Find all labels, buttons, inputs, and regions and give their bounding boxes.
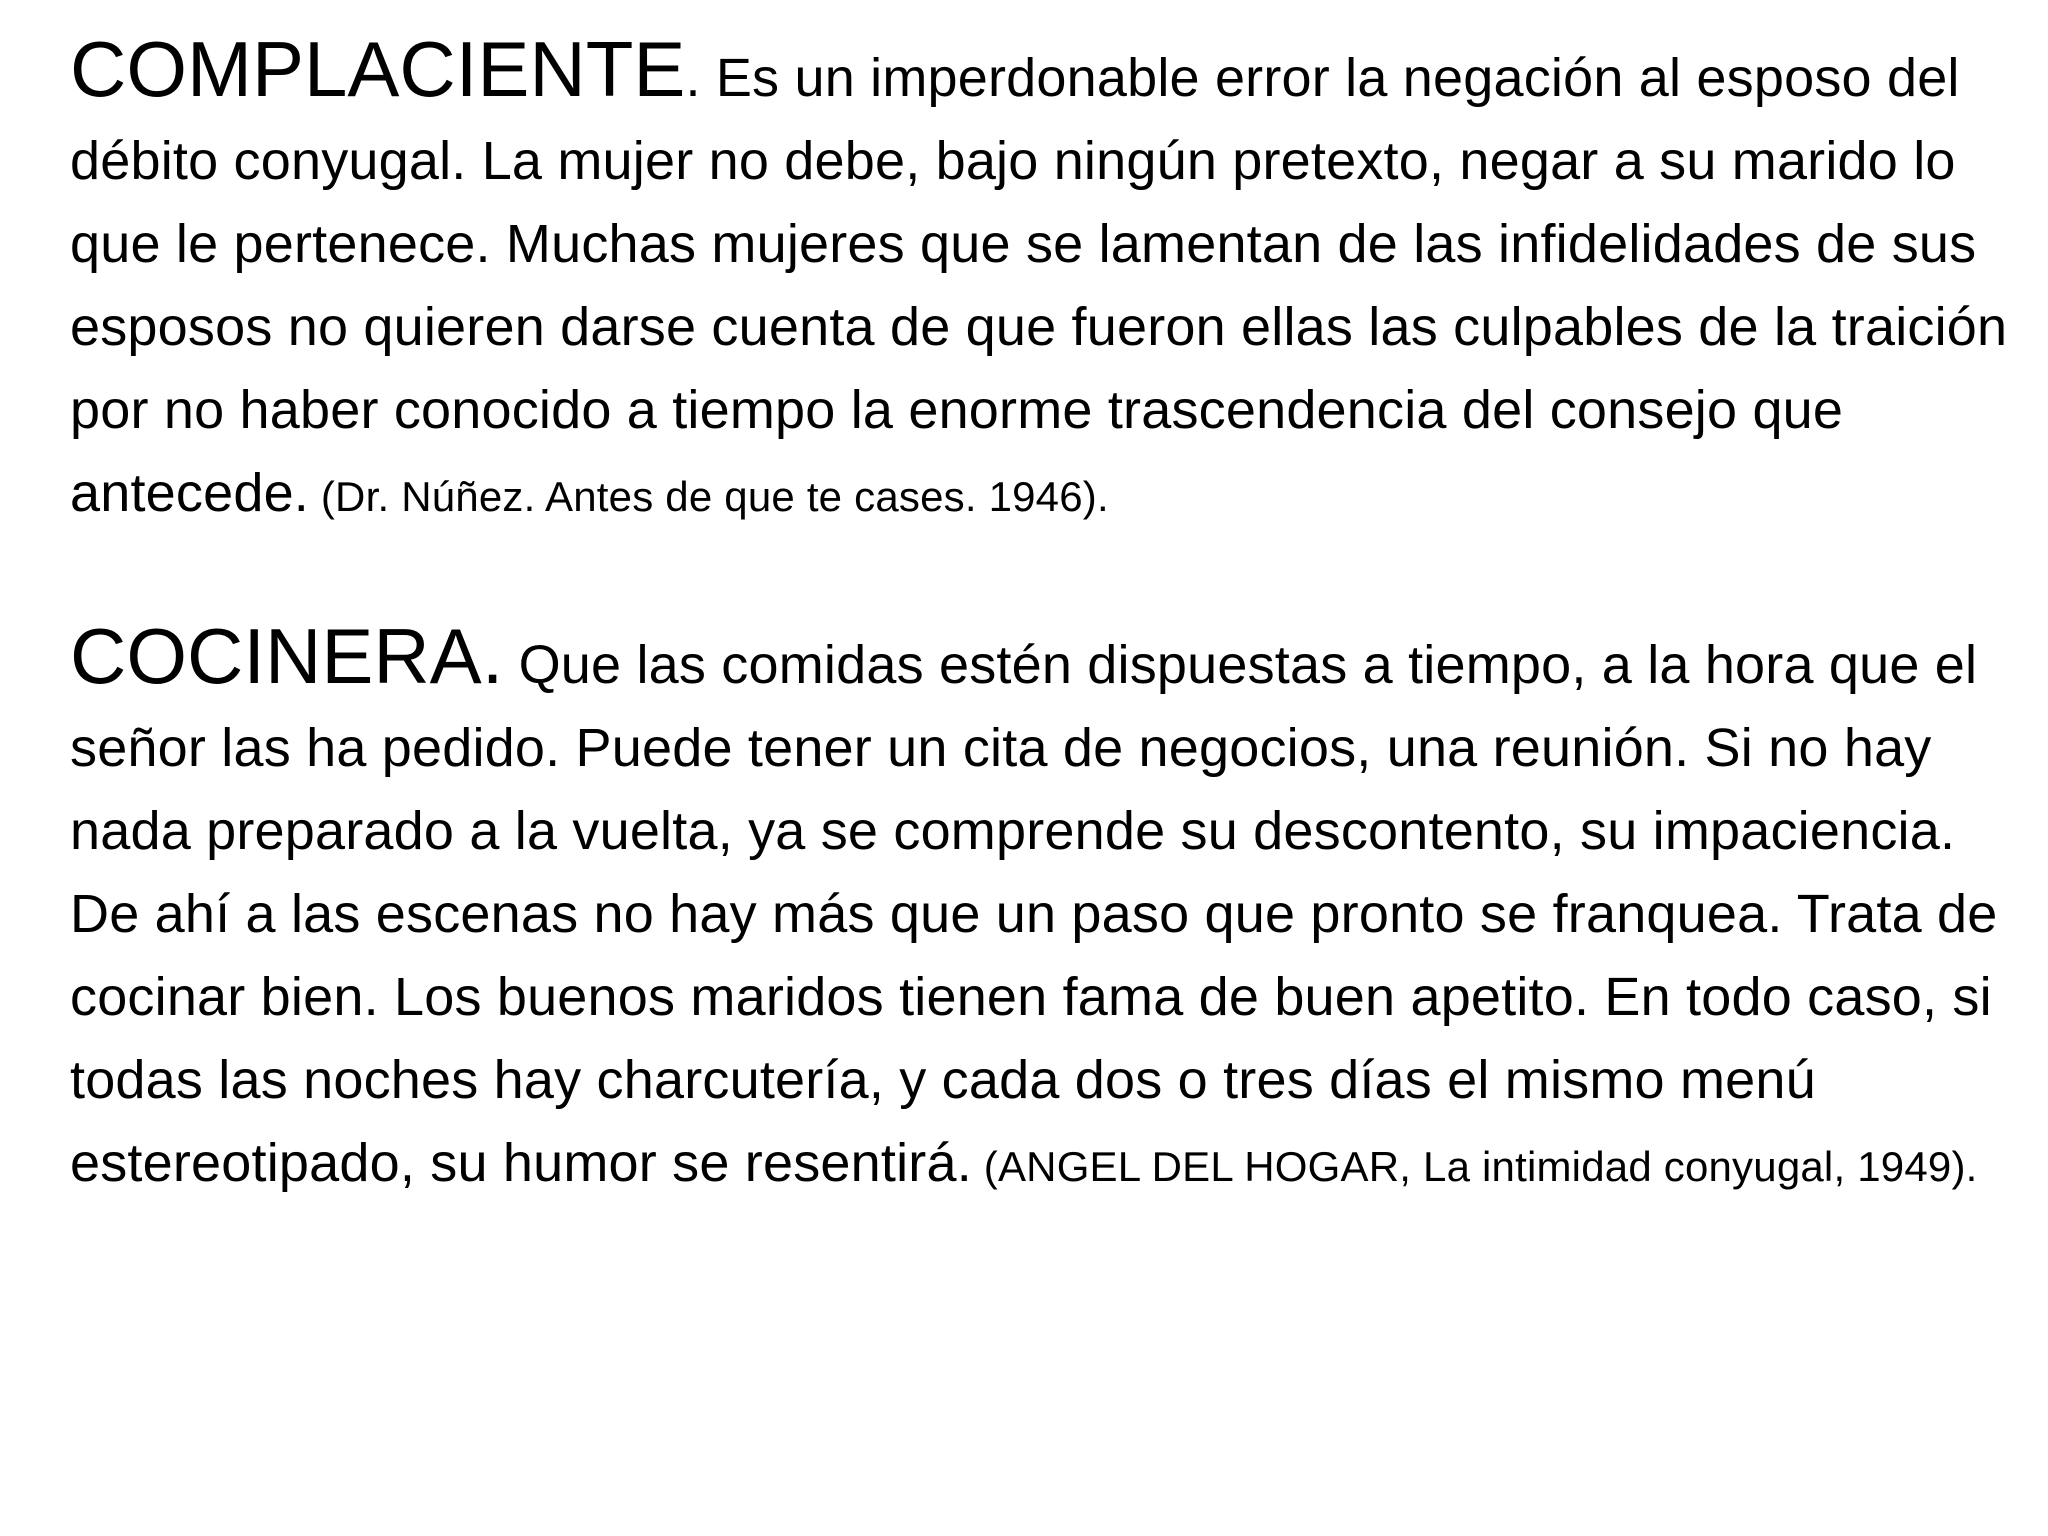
entry-body-end: . bbox=[293, 463, 309, 523]
citation-cocinera: (ANGEL DEL HOGAR, La intimidad conyugal, 1949). bbox=[971, 1143, 1978, 1190]
citation-complaciente: (Dr. Núñez. Antes de que te cases. 1946). bbox=[309, 473, 1109, 520]
headword-cocinera: COCINERA bbox=[70, 612, 482, 700]
entry-body-text: Es un imperdonable error la negación al esposo del débito conyugal. La mujer no debe, bajo ningún pretexto, negar a su marido lo que le pertenece. Muchas mujeres que se lamentan de las infidelidades de sus esposos no quieren darse cuenta de que fueron ellas las culpables de la traición por no haber conocido a tiempo la enorme trascendencia del consejo que antecede bbox=[70, 48, 2008, 523]
headword-punctuation: . bbox=[685, 48, 701, 108]
headword-punctuation: . bbox=[481, 612, 504, 700]
document-slide bbox=[70, 25, 2020, 1205]
headword-complaciente: COMPLACIENTE bbox=[70, 25, 686, 113]
entry-body-text: Que las comidas estén dispuestas a tiempo, a la hora que el señor las ha pedido. Puede tener un cita de negocios, una reunión. Si no hay nada preparado a la vuelta, ya se comprende su descontento, su impaciencia. De ahí a las escenas no hay más que un paso que pronto se franquea. Trata de cocinar bien. Los buenos maridos tienen fama de buen apetito. En todo caso, si todas las noches hay charcutería, y cada dos o tres días el mismo menú estereotipado, su humor se resentirá bbox=[70, 635, 1998, 1193]
entry-body-end: . bbox=[956, 1133, 972, 1193]
entry-complaciente bbox=[70, 25, 2020, 535]
entry-cocinera bbox=[70, 612, 2020, 1205]
